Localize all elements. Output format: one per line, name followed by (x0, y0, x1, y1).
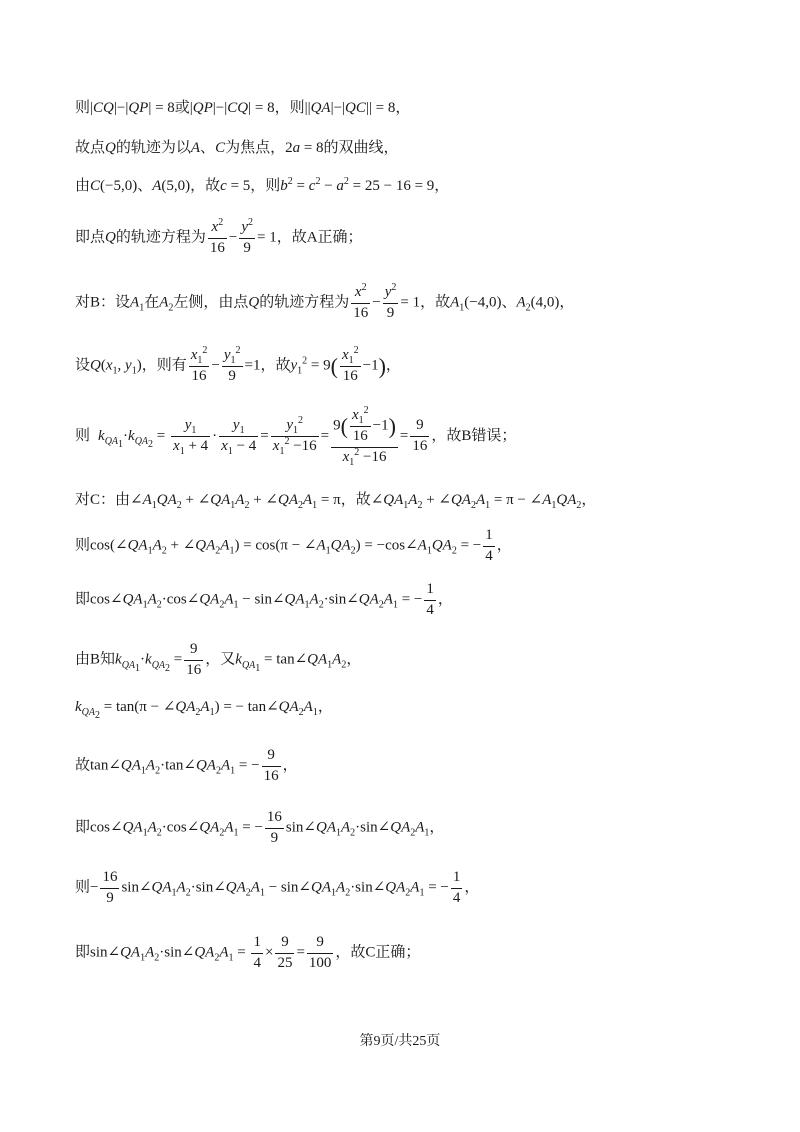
solution-line-12: $k_{QA_2} = \tan(\pi$ − $\angle QA_2A_1$) = − $\tan\angle QA_2A_1$， (75, 699, 333, 721)
solution-line-9: 则$\cos(\angle QA_1A_2$ + $\angle QA_2A_1) = \cos(\pi$ − $\angle A_1QA_2$) = $-\cos\angle A_1QA_2$ = − $\frac{1}{4}$ ， (75, 527, 512, 564)
solution-line-13: 故$\tan\angle QA_1A_2\cdot\tan\angle QA_2A_1$ = − $\frac{9}{16}$ ， (75, 747, 298, 784)
solution-line-11: 由B知$k_{QA_1}\cdot k_{QA_2}$ = $\frac{9}{16}$ ，又$k_{QA_1}$ = $\tan\angle QA_1A_2$， (75, 641, 362, 678)
solution-line-3: 由C(−5,0)、A(5,0)，故c = 5，则$b^2 = c^2 - a^2 = 25 - 16 = 9$， (75, 176, 450, 194)
solution-line-10: 即$\cos\angle QA_1A_2\cdot\cos\angle QA_2A_1$ − $\sin\angle QA_1A_2\cdot\sin\angle QA_2A_1$ = − $\frac{1}{4}$ ， (75, 581, 453, 618)
solution-line-16: 即$\sin\angle QA_1A_2\cdot\sin\angle QA_2A_1$ = $\frac{1}{4}$ × $\frac{9}{25}$ = $\frac{9}{100}$ ，故C正确； (75, 934, 421, 971)
solution-line-5: 对B：设$A_1$在$A_2$左侧，由点Q的轨迹方程为 $\frac{x^2}{16}$ − $\frac{y^2}{9}$ = 1，故$A_1(-4,0)$、$A_2(4,0)$， (75, 282, 575, 321)
solution-line-2: 故点Q的轨迹为以A、C为焦点，2a = 8的双曲线， (75, 140, 399, 156)
solution-line-8: 对C：由$\angle A_1QA_2$ + $\angle QA_1A_2$ + $\angle QA_2A_1 = \pi$，故$\angle QA_1A_2$ + $\angle QA_2A_1 = \pi$ − $\angle A_1QA_2$， (75, 492, 597, 511)
solution-line-15: 则− $\frac{16}{9}$ $\sin\angle QA_1A_2\cdot\sin\angle QA_2A_1$ − $\sin\angle QA_1A_2\cdot\sin\angle QA_2A_1$ = − $\frac{1}{4}$ ， (75, 869, 480, 906)
solution-line-4: 即点Q的轨迹方程为 $\frac{x^2}{16}$ − $\frac{y^2}{9}$ = 1，故A正确； (75, 217, 363, 256)
solution-line-7: 则 $k_{QA_1}\cdot k_{QA_2}$ = $\frac{y_1}{x_1 + 4}$ · $\frac{y_1}{x_1 - 4}$ = $\frac{y_1^2}{x_1^2 -16}$ = 9( $\frac{x_1^2}{16}$ −1) $x_1^2 -16$ = $\frac{9}{16}$ ，故B错误； (75, 405, 517, 468)
page-number-footer: 第9页/共25页 (359, 1034, 441, 1049)
solution-line-6: 设$Q(x_1$, $y_1$)，则有 $\frac{x_1^2}{16}$ − $\frac{y_1^2}{9}$ =1，故$y_1^2 = 9$( $\frac{x_1^2}{16}$ −1)， (75, 345, 401, 384)
solution-line-14: 即$\cos\angle QA_1A_2\cdot\cos\angle QA_2A_1$ = − $\frac{16}{9}$ $\sin\angle QA_1A_2\cdot\sin\angle QA_2A_1$， (75, 809, 445, 846)
solution-line-1: 则|CQ|−|QP| = 8或|QP|−|CQ| = 8，则||QA|−|QC|| = 8， (75, 100, 411, 116)
